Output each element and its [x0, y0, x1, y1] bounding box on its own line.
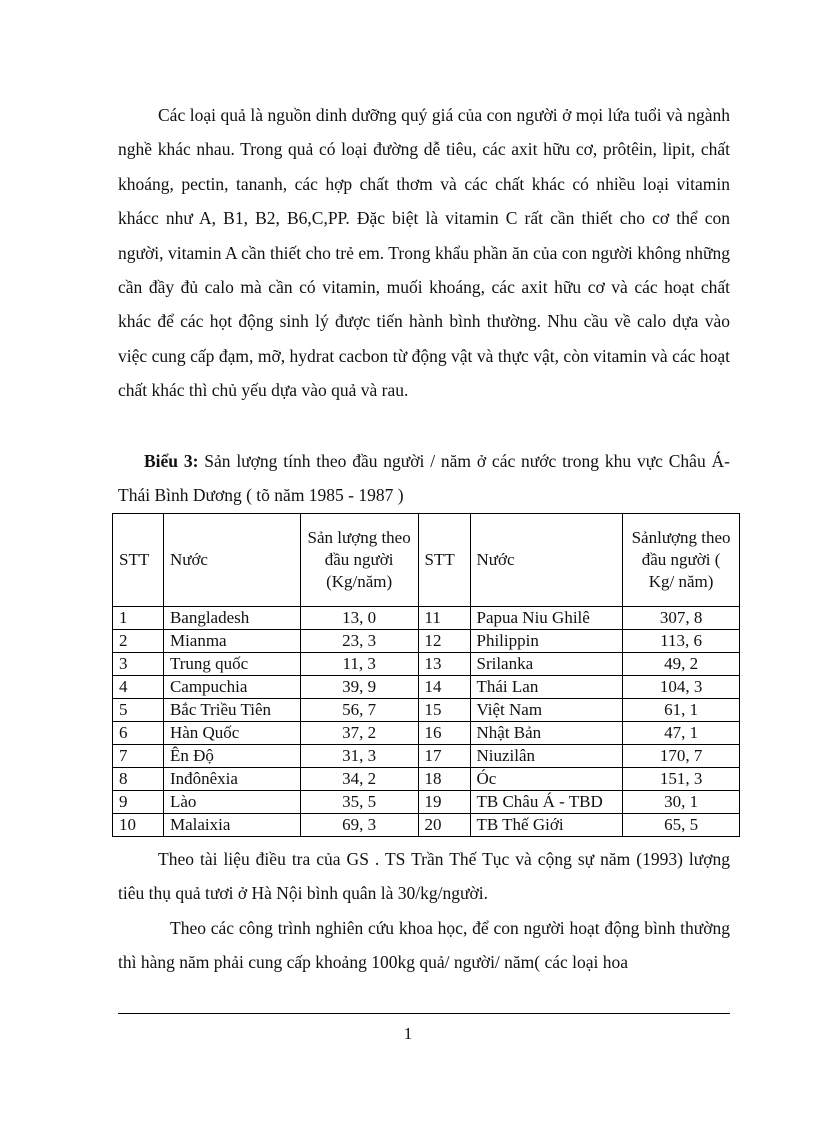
table-row [113, 653, 740, 676]
row-stt-left: 1 [113, 607, 164, 630]
row-country-left: Bangladesh [163, 607, 300, 630]
row-country-left: Malaixia [163, 814, 300, 837]
table-caption [118, 444, 730, 512]
header-stt-right: STT [418, 514, 470, 607]
table-row [113, 745, 740, 768]
row-stt-right: 15 [418, 699, 470, 722]
row-country-left: Ên Độ [163, 745, 300, 768]
row-value-left: 23, 3 [300, 630, 418, 653]
table-row [113, 699, 740, 722]
row-stt-left: 5 [113, 699, 164, 722]
row-country-right: Srilanka [470, 653, 623, 676]
row-value-right: 113, 6 [623, 630, 740, 653]
row-country-left: Campuchia [163, 676, 300, 699]
row-value-left: 11, 3 [300, 653, 418, 676]
row-stt-left: 4 [113, 676, 164, 699]
page-number: 1 [403, 1024, 413, 1043]
row-stt-right: 16 [418, 722, 470, 745]
row-stt-left: 9 [113, 791, 164, 814]
caption-label: Biểu 3: [144, 451, 199, 471]
row-country-right: TB Thế Giới [470, 814, 623, 837]
row-stt-right: 20 [418, 814, 470, 837]
row-stt-left: 3 [113, 653, 164, 676]
row-stt-right: 19 [418, 791, 470, 814]
row-value-left: 69, 3 [300, 814, 418, 837]
table-row [113, 676, 740, 699]
row-country-left: Bắc Triều Tiên [163, 699, 300, 722]
row-stt-left: 7 [113, 745, 164, 768]
row-country-right: Nhật Bản [470, 722, 623, 745]
row-country-left: Hàn Quốc [163, 722, 300, 745]
row-country-right: TB Châu Á - TBD [470, 791, 623, 814]
table-row [113, 814, 740, 837]
row-value-right: 47, 1 [623, 722, 740, 745]
row-value-right: 61, 1 [623, 699, 740, 722]
row-stt-left: 6 [113, 722, 164, 745]
intro-paragraph: Các loại quả là nguồn dinh dưỡng quý giá của con người ở mọi lứa tuổi và ngành nghề khác nhau. Trong quả có loại đường dễ tiêu, các axit hữu cơ, prôtêin, lipit, chất khoáng, pectin, tananh, các hợp chất thơm và các chất khác có nhiều loại vitamin khácc như A, B1, B2, B6,C,PP. Đặc biệt là vitamin C rất cần thiết cho cơ thể con người, vitamin A cần thiết cho trẻ em. Trong khẩu phần ăn của con người không những cần đầy đủ calo mà cần có vitamin, muối khoáng, các axit hữu cơ và các hoạt chất khác để các họt động sinh lý được tiến hành bình thường. Nhu cầu về calo dựa vào việc cung cấp đạm, mỡ, hydrat cacbon từ động vật và thực vật, còn vitamin và các hoạt chất khác thì chủ yếu dựa vào quả và rau. [118, 105, 730, 401]
row-value-right: 65, 5 [623, 814, 740, 837]
row-stt-right: 18 [418, 768, 470, 791]
row-value-right: 307, 8 [623, 607, 740, 630]
row-value-right: 104, 3 [623, 676, 740, 699]
row-country-right: Philippin [470, 630, 623, 653]
row-country-right: Papua Niu Ghilê [470, 607, 623, 630]
row-country-right: Óc [470, 768, 623, 791]
table-row [113, 791, 740, 814]
survey-paragraph: Theo tài liệu điều tra của GS . TS Trần Thế Tục và cộng sự năm (1993) lượng tiêu thụ quả tươi ở Hà Nội bình quân là 30/kg/người. [118, 849, 730, 904]
row-stt-left: 2 [113, 630, 164, 653]
row-country-right: Việt Nam [470, 699, 623, 722]
row-stt-left: 8 [113, 768, 164, 791]
row-value-right: 170, 7 [623, 745, 740, 768]
header-country-right: Nước [470, 514, 623, 607]
caption-text: Sản lượng tính theo đầu người / năm ở các nước trong khu vực Châu Á- Thái Bình Dương ( tõ năm 1985 - 1987 ) [118, 451, 730, 505]
row-value-right: 49, 2 [623, 653, 740, 676]
row-stt-right: 17 [418, 745, 470, 768]
table-row [113, 768, 740, 791]
table-row [113, 630, 740, 653]
row-country-right: Niuzilân [470, 745, 623, 768]
production-table [112, 513, 740, 837]
row-country-left: Inđônêxia [163, 768, 300, 791]
header-country-left: Nước [163, 514, 300, 607]
header-value-left: Sản lượng theo đầu người (Kg/năm) [300, 514, 418, 607]
research-paragraph: Theo các công trình nghiên cứu khoa học, để con người hoạt động bình thường thì hàng năm phải cung cấp khoảng 100kg quả/ người/ năm( các loại hoa [118, 918, 730, 973]
row-value-left: 13, 0 [300, 607, 418, 630]
row-value-right: 151, 3 [623, 768, 740, 791]
row-value-left: 39, 9 [300, 676, 418, 699]
row-value-left: 31, 3 [300, 745, 418, 768]
row-value-right: 30, 1 [623, 791, 740, 814]
table-header-row [113, 514, 740, 607]
header-stt-left: STT [113, 514, 164, 607]
row-country-left: Trung quốc [163, 653, 300, 676]
row-stt-left: 10 [113, 814, 164, 837]
row-stt-right: 12 [418, 630, 470, 653]
row-value-left: 37, 2 [300, 722, 418, 745]
row-value-left: 56, 7 [300, 699, 418, 722]
row-country-left: Lào [163, 791, 300, 814]
row-country-left: Mianma [163, 630, 300, 653]
row-value-left: 35, 5 [300, 791, 418, 814]
row-stt-right: 11 [418, 607, 470, 630]
row-country-right: Thái Lan [470, 676, 623, 699]
header-value-right: Sảnlượng theo đầu người ( Kg/ năm) [623, 514, 740, 607]
table-row [113, 607, 740, 630]
row-stt-right: 14 [418, 676, 470, 699]
table-row [113, 722, 740, 745]
footer-divider [118, 1013, 730, 1014]
row-stt-right: 13 [418, 653, 470, 676]
row-value-left: 34, 2 [300, 768, 418, 791]
